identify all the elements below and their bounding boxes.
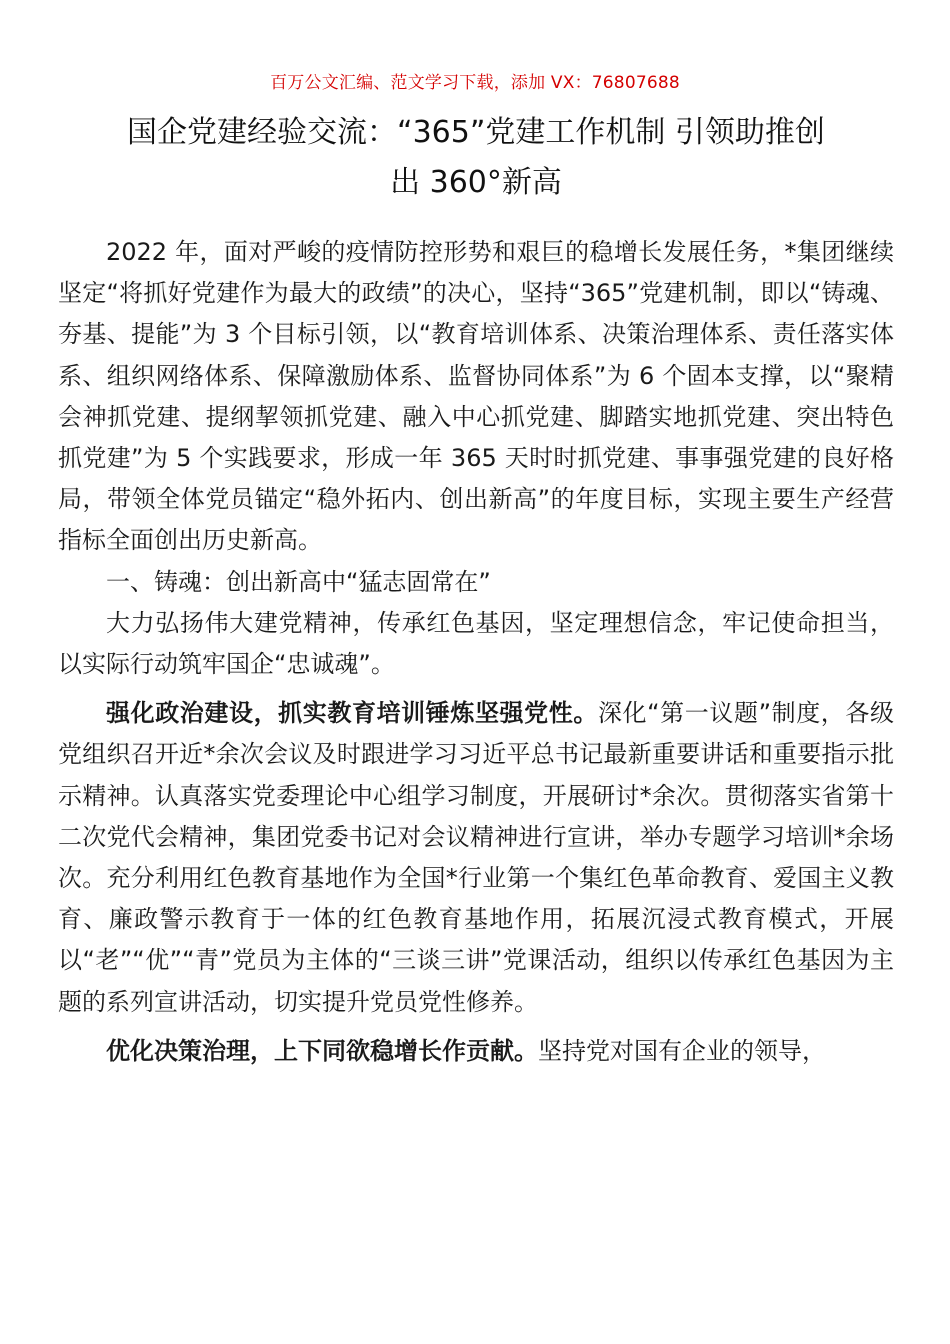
paragraph-3-lead: 强化政治建设，抓实教育培训锤炼坚强党性。 [106,699,598,728]
paragraph-intro: 2022 年，面对严峻的疫情防控形势和艰巨的稳增长发展任务，*集团继续坚定“将抓好党建作为最大的政绩”的决心，坚持“365”党建机制，即以“铸魂、夯基、提能”为 3 个目标引领，以“教育培训体系、决策治理体系、责任落实体系、组织网络体系、保障激励体系、监督协同体系”为 6 个固本支撑，以“聚精会神抓党建、提纲挈领抓党建、融入中心抓党建、脚踏实地抓党建、突出特色抓党建”为 5 个实践要求，形成一年 365 天时时抓党建、事事强党建的良好格局，带领全体党员锚定“稳外拓内、创出新高”的年度目标，实现主要生产经营指标全面创出历史新高。 [58,238,894,555]
paragraph-4-lead: 优化决策治理，上下同欲稳增长作贡献。 [106,1036,538,1065]
paragraph-2: 大力弘扬伟大建党精神，传承红色基因，坚定理想信念，牢记使命担当，以实际行动筑牢国企“忠诚魂”。 [58,608,894,679]
header-watermark-note: 百万公文汇编、范文学习下载，添加 VX：76807688 [270,73,680,93]
document-body [58,232,894,1072]
title-line-2: 出 360°新高 [390,165,562,200]
paragraph-3 [58,693,894,1023]
paragraph-4-text: 坚持党对国有企业的领导， [538,1036,826,1065]
section-heading-1: 一、铸魂：创出新高中“猛志固常在” [106,567,491,596]
title-line-1: 国企党建经验交流：“365”党建工作机制 引领助推创 [127,115,825,150]
paragraph-3-text: 深化“第一议题”制度，各级党组织召开近*余次会议及时跟进学习习近平总书记最新重要讲话和重要指示批示精神。认真落实党委理论中心组学习制度，开展研讨*余次。贯彻落实省第十二次党代会精神，集团党委书记对会议精神进行宣讲，举办专题学习培训*余场次。充分利用红色教育基地作为全国*行业第一个集红色革命教育、爱国主义教育、廉政警示教育于一体的红色教育基地作用，拓展沉浸式教育模式，开展以“老”“优”“青”党员为主体的“三谈三讲”党课活动，组织以传承红色基因为主题的系列宣讲活动，切实提升党员党性修养。 [58,699,894,1016]
paragraph-4 [58,1031,894,1072]
document-title [56,108,896,208]
